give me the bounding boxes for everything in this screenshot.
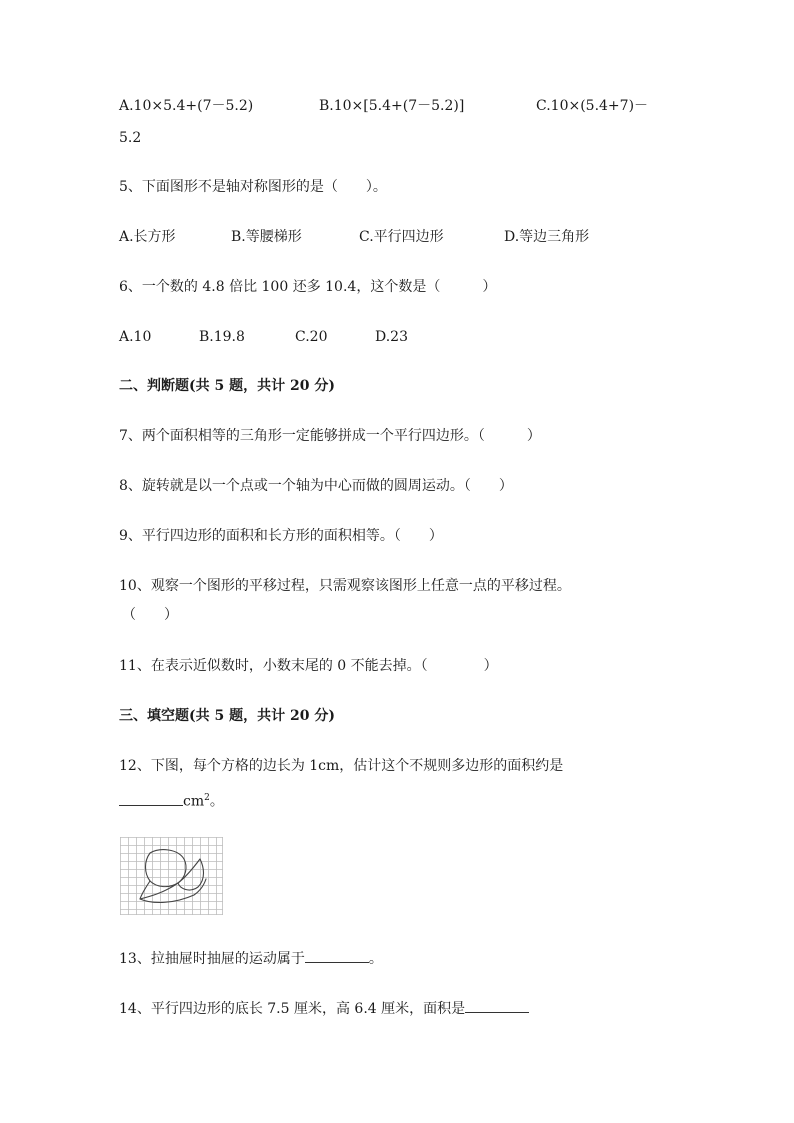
irregular-shape: [140, 850, 206, 903]
q4-options-row: [119, 96, 253, 116]
q4-option-c-continuation: [119, 128, 141, 148]
q6-option-d: D.23: [375, 329, 408, 345]
q6-option-b: B.19.8: [199, 329, 245, 345]
q6-option-a: A.10: [119, 329, 152, 345]
question-13: [119, 948, 383, 969]
q4-option-c-wrap: [536, 96, 648, 116]
question-10: 10、观察一个图形的平移过程，只需观察该图形上任意一点的平移过程。: [119, 578, 571, 594]
q4-option-a: A.10×5.4+(7－5.2): [119, 98, 254, 114]
q5-option-a: A.长方形: [119, 229, 176, 245]
q4-option-c: C.10×(5.4+7)－: [536, 98, 649, 114]
q12-unit: cm: [183, 793, 205, 810]
question-6: 6、一个数的 4.8 倍比 100 还多 10.4，这个数是（ ）: [119, 279, 497, 295]
q5-option-b: B.等腰梯形: [231, 229, 302, 245]
q14-answer-blank[interactable]: [465, 998, 529, 1013]
section-3-heading: 三、填空题(共 5 题，共计 20 分): [119, 708, 335, 724]
irregular-polygon-grid-figure: [120, 837, 223, 915]
q12-end: 。: [209, 793, 224, 810]
q4-option-b-wrap: [319, 96, 464, 116]
q4-option-b: B.10×[5.4+(7－5.2)]: [319, 98, 465, 114]
q12-answer-blank[interactable]: [119, 791, 183, 806]
question-5: 5、下面图形不是轴对称图形的是（ ）。: [119, 179, 387, 195]
question-7: 7、两个面积相等的三角形一定能够拼成一个平行四边形。（ ）: [119, 428, 541, 444]
question-12: 12、下图，每个方格的边长为 1cm，估计这个不规则多边形的面积约是: [119, 758, 564, 774]
question-10-brackets: （ ）: [122, 607, 178, 623]
question-8: 8、旋转就是以一个点或一个轴为中心而做的圆周运动。（ ）: [119, 478, 513, 494]
grid-lines: [120, 837, 223, 915]
q12-unit-sup: 2: [204, 793, 210, 803]
q14-text: 14、平行四边形的底长 7.5 厘米，高 6.4 厘米，面积是: [119, 1001, 466, 1017]
q5-option-c: C.平行四边形: [359, 229, 444, 245]
question-9: 9、平行四边形的面积和长方形的面积相等。（ ）: [119, 528, 443, 544]
question-14: [119, 998, 529, 1019]
q13-text: 13、拉抽屉时抽屉的运动属于: [119, 951, 305, 967]
q13-answer-blank[interactable]: [305, 948, 369, 963]
q13-end: 。: [368, 951, 383, 967]
q5-option-d: D.等边三角形: [504, 229, 590, 245]
question-12-answer-line: [119, 788, 224, 812]
question-11: 11、在表示近似数时，小数末尾的 0 不能去掉。（ ）: [119, 658, 498, 674]
section-2-heading: 二、判断题(共 5 题，共计 20 分): [119, 378, 335, 394]
q4-option-c-cont: 5.2: [119, 130, 142, 146]
q6-option-c: C.20: [295, 329, 328, 345]
